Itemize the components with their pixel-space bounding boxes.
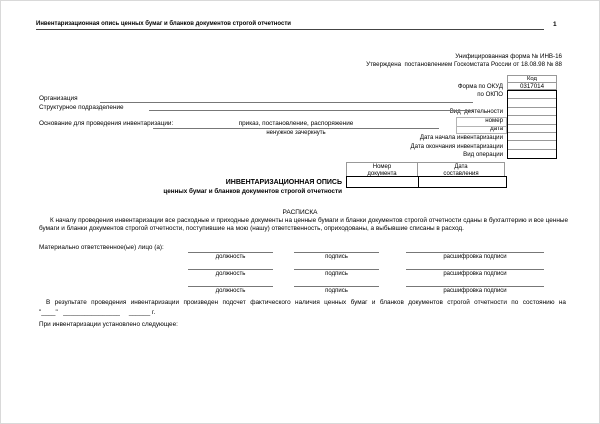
- order-number-date-divider: [457, 118, 506, 127]
- code-label-activity: Вид деятельности: [449, 108, 503, 116]
- organization-fill-line[interactable]: [100, 102, 473, 103]
- order-number-cell[interactable]: [508, 116, 556, 124]
- form-stamp: [366, 53, 562, 69]
- organization-label: Организация: [39, 95, 78, 102]
- basis-note: ненужное зачеркнуть: [266, 129, 326, 136]
- operation-type-cell[interactable]: [508, 150, 556, 158]
- doc-date-header-line1: Дата: [454, 164, 468, 170]
- signature-line[interactable]: [294, 269, 379, 270]
- signature-caption-position: должность: [215, 287, 246, 294]
- signature-caption-name: расшифровка подписи: [443, 270, 507, 277]
- end-date-cell[interactable]: [508, 141, 556, 149]
- signature-line[interactable]: [406, 269, 544, 270]
- basis-options-text: приказ, постановление, распоряжение: [238, 120, 354, 127]
- running-header-title: Инвентаризационная опись ценных бумаг и бланков документов строгой отчетности: [36, 21, 544, 30]
- basis-label: Основание для проведения инвентаризации:: [39, 120, 174, 127]
- code-label-start-date: Дата начала инвентаризации: [419, 133, 503, 141]
- code-label-end-date: Дата окончания инвентаризации: [410, 142, 503, 150]
- signature-line[interactable]: [188, 269, 273, 270]
- signature-line[interactable]: [294, 252, 379, 253]
- signature-caption-position: должность: [215, 253, 246, 260]
- form-stamp-line1: Унифицированная форма № ИНВ-16: [455, 53, 562, 60]
- code-cells-column: [507, 75, 557, 159]
- order-date-cell[interactable]: [508, 125, 556, 133]
- doc-table-divider: [418, 177, 419, 187]
- doc-table-value-row[interactable]: [346, 176, 507, 188]
- okpo-value-cell[interactable]: [508, 91, 556, 99]
- responsible-persons-label: Материально ответственное(ые) лицо (а):: [39, 243, 164, 251]
- doc-date-header: [417, 162, 505, 177]
- basis-fill-line[interactable]: [153, 128, 439, 129]
- page-number: 1: [553, 21, 557, 28]
- signature-caption-name: расшифровка подписи: [443, 287, 507, 294]
- department-label: Структурное подразделение: [39, 103, 124, 111]
- code-header-cell: Код: [507, 75, 557, 83]
- code-label-date: дата: [490, 125, 503, 133]
- signature-line[interactable]: [406, 286, 544, 287]
- code-label-spacer: [301, 75, 505, 83]
- blank-value-cell[interactable]: [508, 99, 556, 107]
- result-date-blanks[interactable]: "____" ________________ ______ г.: [39, 308, 156, 316]
- okud-label: Форма по ОКУД: [457, 83, 503, 90]
- result-statement: В результате проведения инвентаризации произведен подсчет фактического наличия ценных бумаг и бланков документов строгой отчетности по состоянию на: [46, 299, 566, 306]
- signature-line[interactable]: [294, 286, 379, 287]
- signature-line[interactable]: [188, 252, 273, 253]
- receipt-body: К началу проведения инвентаризации все расходные и приходные документы на ценные бумаги и бланки документов строгой отчетности сданы в бухгалтерию и все ценные бумаги и бланки документов строгой отчетности, поступившие на мою (нашу) ответственность, оприходованы, а выбывшие списаны в расход.: [39, 217, 568, 232]
- code-cells-group: [507, 90, 557, 159]
- signature-line[interactable]: [188, 286, 273, 287]
- signature-caption-signature: подпись: [325, 270, 348, 277]
- activity-value-cell[interactable]: [508, 108, 556, 116]
- doc-number-header: [346, 162, 418, 177]
- form-subtitle: ценных бумаг и бланков документов строгой отчетности: [163, 188, 342, 195]
- inventory-conclusion-label: При инвентаризации установлено следующее:: [39, 320, 178, 328]
- doc-number-header-line2: документа: [367, 170, 397, 177]
- order-number-date-box: [456, 117, 507, 134]
- form-title: ИНВЕНТАРИЗАЦИОННАЯ ОПИСЬ: [225, 178, 342, 186]
- code-label-operation: Вид операции: [463, 151, 503, 159]
- signature-caption-name: расшифровка подписи: [443, 253, 507, 260]
- signature-caption-signature: подпись: [325, 287, 348, 294]
- code-label-okpo: по ОКПО: [477, 91, 503, 98]
- signature-caption-position: должность: [215, 270, 246, 277]
- doc-number-header-line1: Номер: [372, 164, 392, 170]
- receipt-heading: РАСПИСКА: [282, 209, 318, 216]
- doc-date-header-line2: составления: [443, 170, 479, 177]
- signature-caption-signature: подпись: [325, 253, 348, 260]
- form-stamp-line2: Утверждена постановлением Госкомстата России от 18.08.98 № 88: [366, 61, 562, 68]
- code-label-number: номер: [485, 116, 503, 124]
- signature-line[interactable]: [406, 252, 544, 253]
- department-fill-line[interactable]: [149, 110, 473, 111]
- doc-table-header: [346, 162, 505, 177]
- okud-value-cell: 0317014: [507, 82, 557, 90]
- start-date-cell[interactable]: [508, 133, 556, 141]
